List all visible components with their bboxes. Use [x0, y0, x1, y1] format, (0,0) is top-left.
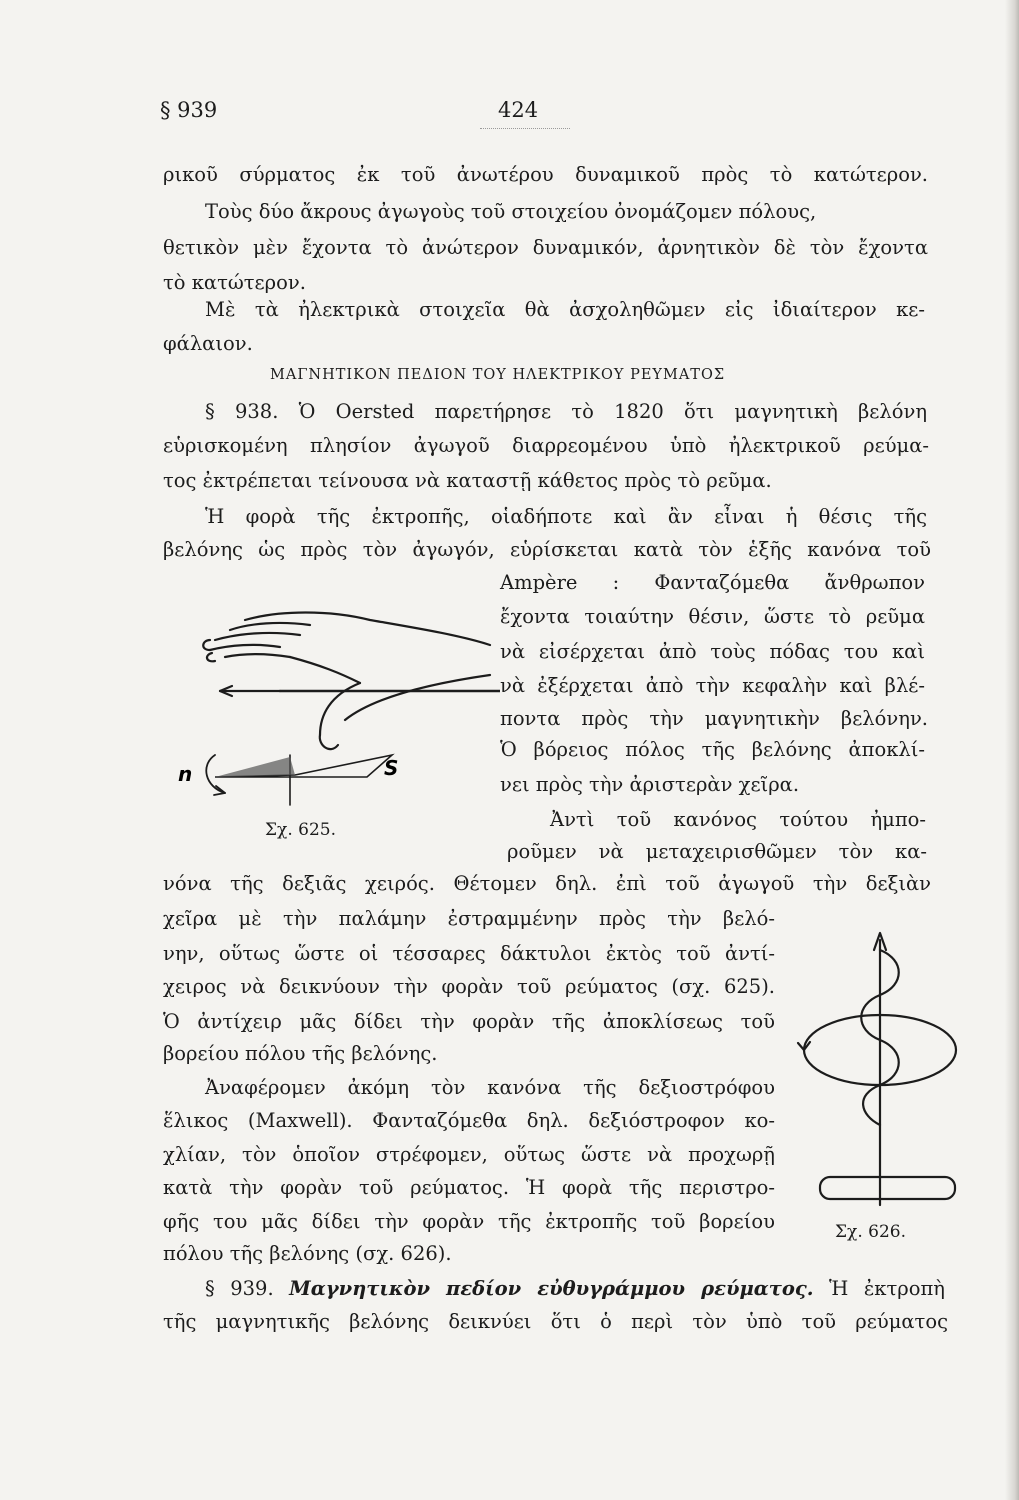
text-line: § 938. Ὁ Oersted παρετήρησε τὸ 1820 ὅτι μαγνητικὴ βελόνη	[205, 400, 927, 423]
text-line: νόνα τῆς δεξιᾶς χειρός. Θέτομεν δηλ. ἐπὶ τοῦ ἀγωγοῦ τὴν δεξιὰν	[163, 872, 931, 895]
text-line: τος ἐκτρέπεται τείνουσα νὰ καταστῇ κάθετος πρὸς τὸ ρεῦμα.	[163, 469, 772, 492]
text-line: Ἡ φορὰ τῆς ἐκτροπῆς, οἱαδήποτε καὶ ἂν εἶναι ἡ θέσις τῆς	[205, 505, 927, 528]
section-heading: ΜΑΓΝΗΤΙΚΟΝ ΠΕΔΙΟΝ ΤΟΥ ΗΛΕΚΤΡΙΚΟΥ ΡΕΥΜΑΤΟΣ	[270, 367, 726, 383]
text-line: χλίαν, τὸν ὁποῖον στρέφομεν, οὕτως ὥστε νὰ προχωρῇ	[163, 1143, 775, 1166]
label-n: n	[178, 762, 193, 786]
text-line: χεῖρα μὲ τὴν παλάμην ἐστραμμένην πρὸς τὴν βελό-	[163, 907, 775, 930]
text-line: Ἀναφέρομεν ἀκόμη τὸν κανόνα τῆς δεξιοστρόφου	[205, 1076, 775, 1099]
text-line: Ὁ ἀντίχειρ μᾶς δίδει τὴν φορὰν τῆς ἀποκλίσεως τοῦ	[163, 1010, 775, 1033]
text-line: φάλαιον.	[163, 332, 253, 355]
text-line: Μὲ τὰ ἠλεκτρικὰ στοιχεῖα θὰ ἀσχοληθῶμεν εἰς ἰδιαίτερον κε-	[205, 298, 925, 321]
text-line: νὰ ἐξέρχεται ἀπὸ τὴν κεφαλὴν καὶ βλέ-	[500, 674, 925, 697]
label-s: S	[384, 756, 399, 780]
text-line: νει πρὸς τὴν ἀριστερὰν χεῖρα.	[500, 773, 800, 796]
figure-626	[790, 915, 970, 1220]
text-line: Ὁ βόρειος πόλος τῆς βελόνης ἀποκλί-	[500, 738, 925, 761]
figure-625	[170, 595, 500, 825]
text-line: Ἀντὶ τοῦ κανόνος τούτου ἠμπο-	[550, 808, 926, 831]
text-line: νην, οὕτως ὥστε οἱ τέσσαρες δάκτυλοι ἐκτὸς τοῦ ἀντί-	[163, 942, 775, 965]
text-line: Ampère : Φανταζόμεθα ἄνθρωπον	[500, 571, 925, 594]
text-line: κατὰ τὴν φορὰν τοῦ ρεύματος. Ἡ φορὰ τῆς περιστρο-	[163, 1176, 775, 1199]
page-number: 424	[498, 98, 539, 122]
text-line: πόλου τῆς βελόνης (σχ. 626).	[163, 1242, 452, 1265]
text-line: εὑρισκομένη πλησίον ἀγωγοῦ διαρρεομένου ὑπὸ ἠλεκτρικοῦ ρεύμα-	[163, 434, 929, 457]
header-rule	[480, 128, 570, 129]
text-line: § 939. Μαγνητικὸν πεδίον εὐθυγράμμου ρεύματος. Ἡ ἐκτροπὴ	[205, 1277, 945, 1300]
text-line: χειρος νὰ δεικνύουν τὴν φορὰν τοῦ ρεύματος (σχ. 625).	[163, 975, 775, 998]
text-line: νὰ εἰσέρχεται ἀπὸ τοὺς πόδας του καὶ	[500, 640, 925, 663]
text-line: ἔχοντα τοιαύτην θέσιν, ὥστε τὸ ρεῦμα	[500, 605, 925, 628]
figure-626-caption: Σχ. 626.	[835, 1222, 906, 1242]
text-line: Τοὺς δύο ἄκρους ἀγωγοὺς τοῦ στοιχείου ὀνομάζομεν πόλους,	[205, 200, 817, 223]
page-edge-shadow	[1005, 0, 1019, 1500]
text-line: βορείου πόλου τῆς βελόνης.	[163, 1042, 438, 1065]
section-title: Μαγνητικὸν πεδίον εὐθυγράμμου ρεύματος.	[289, 1277, 814, 1300]
text-line: βελόνης ὡς πρὸς τὸν ἀγωγόν, εὑρίσκεται κατὰ τὸν ἑξῆς κανόνα τοῦ	[163, 538, 931, 561]
text-line: ροῦμεν νὰ μεταχειρισθῶμεν τὸν κα-	[507, 840, 927, 863]
text-line: ἕλικος (Maxwell). Φανταζόμεθα δηλ. δεξιόστροφον κο-	[163, 1109, 775, 1132]
section-header: § 939	[160, 98, 218, 122]
text-line: θετικὸν μὲν ἔχοντα τὸ ἀνώτερον δυναμικόν, ἀρνητικὸν δὲ τὸν ἔχοντα	[163, 236, 928, 259]
text-line: ρικοῦ σύρματος ἐκ τοῦ ἀνωτέρου δυναμικοῦ πρὸς τὸ κατώτερον.	[163, 163, 928, 186]
text-line: τὸ κατώτερον.	[163, 271, 306, 294]
text-line: φῆς του μᾶς δίδει τὴν φορὰν τῆς ἐκτροπῆς τοῦ βορείου	[163, 1210, 775, 1233]
text-line: ποντα πρὸς τὴν μαγνητικὴν βελόνην.	[500, 707, 928, 730]
text-line: τῆς μαγνητικῆς βελόνης δεικνύει ὅτι ὁ περὶ τὸν ὑπὸ τοῦ ρεύματος	[163, 1310, 948, 1333]
figure-625-caption: Σχ. 625.	[265, 820, 336, 840]
